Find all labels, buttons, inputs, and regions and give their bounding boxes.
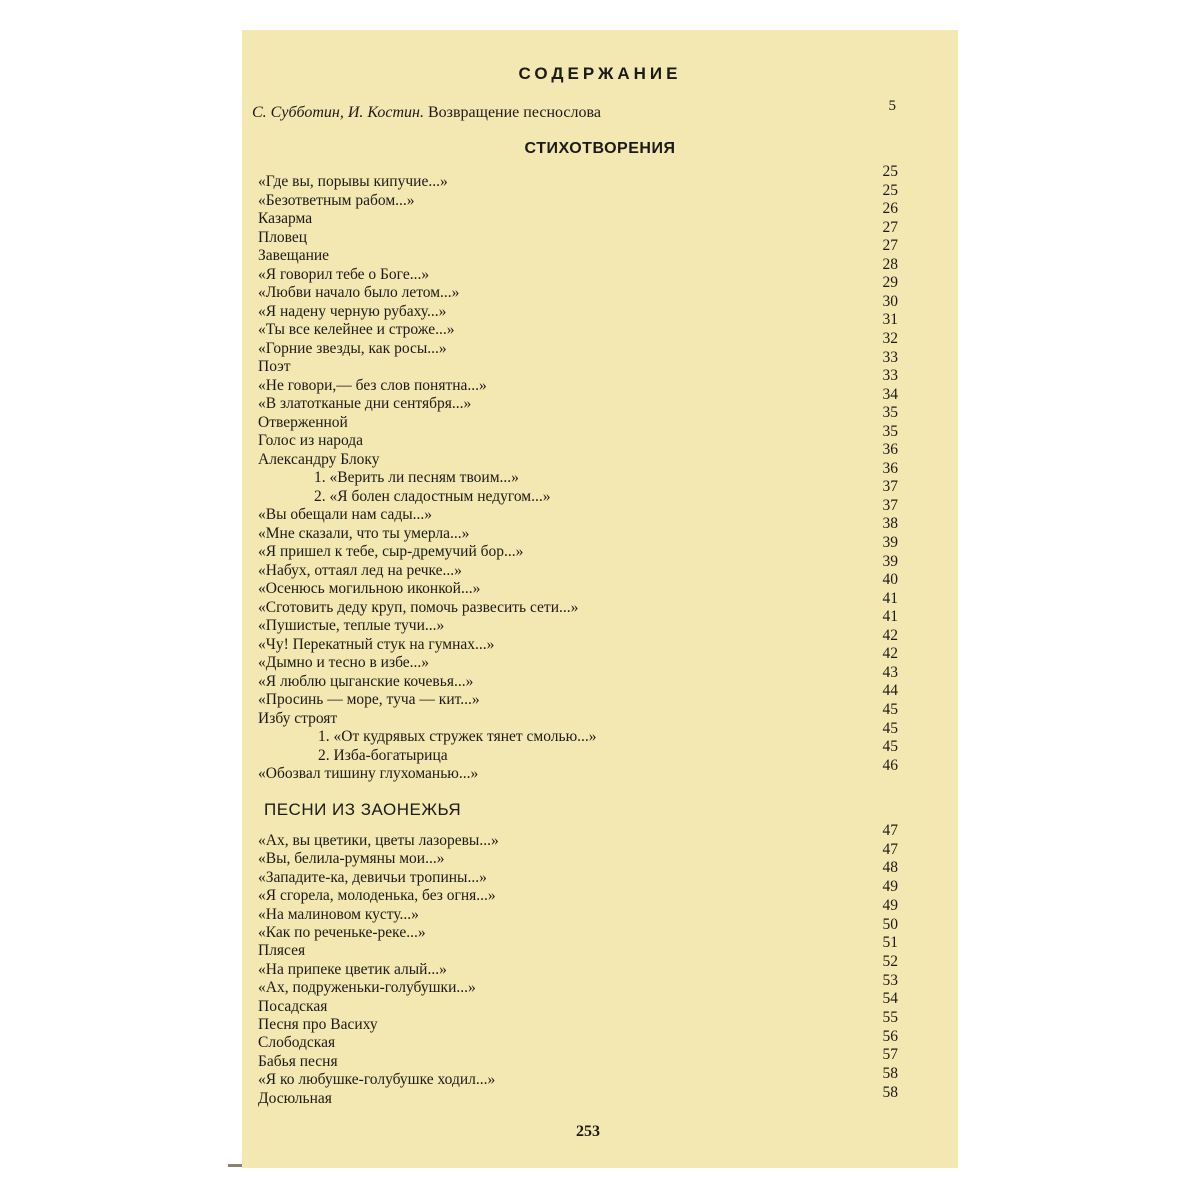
toc-entry: Казарма [258, 210, 313, 227]
toc-page-number: 57 [882, 1046, 898, 1064]
toc-entry: Отверженной [258, 413, 348, 431]
toc-entry: «Я надену черную рубаху...» [258, 302, 447, 320]
toc-entry: Плясея [258, 942, 306, 960]
toc-page-number: 58 [882, 1083, 898, 1101]
toc-page-number: 47 [882, 840, 898, 858]
toc-page-number: 39 [882, 552, 898, 570]
toc-entry: «Сготовить деду круп, помочь развесить сети...» [258, 598, 579, 616]
toc-entry: 1. «Верить ли песням твоим...» [314, 469, 519, 486]
toc-entry: «Ах, подруженьки-голубушки...» [258, 979, 476, 997]
toc-entry: «Мне сказали, что ты умерла...» [258, 524, 470, 542]
toc-entry: Пловец [258, 228, 308, 246]
toc-entry: «Западите-ка, девичьи тропины...» [258, 868, 487, 886]
page-edge-mark [228, 1164, 242, 1167]
toc-entry: Песня про Васиху [258, 1016, 378, 1033]
toc-page-number: 31 [882, 311, 898, 329]
toc-page-number: 35 [882, 404, 898, 422]
toc-entry: «Дымно и тесно в избе...» [258, 654, 430, 671]
intro-title: Возвращение песнослова [427, 104, 601, 121]
toc-entry: «Обозвал тишину глухоманью...» [258, 765, 479, 782]
toc-entry: Бабья песня [258, 1052, 338, 1070]
toc-entry: «Где вы, порывы кипучие...» [258, 173, 448, 190]
toc-page-number: 36 [882, 459, 898, 477]
toc-entry: «Осенюсь могильною иконкой...» [258, 580, 481, 597]
toc-page-number: 45 [882, 700, 898, 718]
toc-page-number: 41 [882, 608, 898, 626]
toc-entry: «На припеке цветик алый...» [258, 960, 447, 978]
toc-entry: «Я пришел к тебе, сыр-дремучий бор...» [258, 543, 524, 560]
toc-entry: «На малиновом кусту...» [258, 905, 419, 923]
toc-entry: Голос из народа [258, 432, 364, 449]
toc-entry: «Вы обещали нам сады...» [258, 506, 433, 523]
toc-page-number: 42 [882, 645, 898, 663]
toc-entry: «Я люблю цыганские кочевья...» [258, 672, 474, 690]
toc-entry: «Набух, оттаял лед на речке...» [258, 561, 462, 579]
toc-entry: Избу строят [258, 709, 338, 727]
toc-page-number: 26 [882, 200, 898, 218]
toc-page-number: 44 [882, 682, 898, 700]
toc-page-number: 33 [882, 367, 898, 385]
toc-page-number: 47 [882, 822, 898, 839]
toc-entry: «Не говори,— без слов понятна...» [258, 376, 487, 394]
toc-entry: 2. Изба-богатырица [318, 746, 448, 764]
toc-page-number: 50 [882, 915, 898, 933]
toc-page-number: 38 [882, 515, 898, 533]
toc-page-number: 34 [882, 385, 898, 403]
toc-page-number: 42 [882, 626, 898, 644]
intro-entry [252, 104, 601, 122]
toc-entry: «Вы, белила-румяны мои...» [258, 850, 445, 868]
toc-entry: Завещание [258, 247, 330, 264]
toc-entry: Александру Блоку [258, 450, 380, 468]
section-heading-poems: СТИХОТВОРЕНИЯ [524, 140, 676, 157]
toc-entry: «Чу! Перекатный стук на гумнах...» [258, 635, 495, 653]
page-number: 253 [576, 1123, 600, 1140]
toc-page-number: 52 [882, 952, 898, 970]
toc-entry: «Я ко любушке-голубушке ходил...» [258, 1071, 496, 1089]
toc-page-number: 25 [882, 181, 898, 199]
toc-page-number: 48 [882, 859, 898, 877]
toc-page-number: 35 [882, 422, 898, 440]
toc-entry: «Я говорил тебе о Боге...» [258, 265, 430, 283]
toc-page-number: 29 [882, 274, 898, 292]
toc-entry: «Просинь — море, туча — кит...» [258, 691, 480, 708]
toc-page-number: 58 [882, 1065, 898, 1083]
toc-page-number: 33 [882, 348, 898, 366]
toc-entry: «Ты все келейнее и строже...» [258, 321, 455, 338]
intro-authors: С. Субботин, И. Костин. [252, 104, 424, 121]
toc-page-number: 45 [882, 719, 898, 737]
toc-page-number: 41 [882, 589, 898, 607]
toc-page-number: 55 [882, 1009, 898, 1026]
toc-entry: «Ах, вы цветики, цветы лазоревы...» [258, 832, 499, 849]
toc-page-number: 46 [882, 756, 898, 774]
toc-entry: 2. «Я болен сладостным недугом...» [314, 487, 551, 505]
toc-page-number: 54 [882, 990, 898, 1008]
toc-page-number: 37 [882, 496, 898, 514]
toc-page-number: 28 [882, 255, 898, 273]
toc-page-number: 37 [882, 478, 898, 496]
toc-page-number: 40 [882, 571, 898, 589]
toc-page-number: 53 [882, 971, 898, 989]
toc-entry: Поэт [258, 358, 291, 375]
toc-page-number: 39 [882, 534, 898, 551]
toc-entry: «Как по реченьке-реке...» [258, 924, 426, 941]
toc-entry: «Безответным рабом...» [258, 191, 415, 209]
toc-page-number: 56 [882, 1027, 898, 1045]
toc-entry: Посадская [258, 997, 328, 1015]
toc-entry: «Пушистые, теплые тучи...» [258, 617, 445, 634]
intro-page-number: 5 [888, 98, 896, 114]
toc-page-number: 30 [882, 292, 898, 310]
toc-page-number: 25 [882, 163, 898, 180]
toc-page-number: 49 [882, 878, 898, 896]
toc-entry: Досюльная [258, 1089, 332, 1107]
toc-page-number: 32 [882, 329, 898, 347]
toc-page-number: 43 [882, 663, 898, 681]
toc-entry: «В златотканые дни сентября...» [258, 395, 472, 412]
toc-page-number: 27 [882, 218, 898, 236]
book-page [242, 30, 958, 1168]
toc-entry: «Горние звезды, как росы...» [258, 339, 447, 357]
toc-page-number: 45 [882, 738, 898, 756]
toc-page-number: 36 [882, 441, 898, 459]
toc-page-number: 51 [882, 934, 898, 952]
toc-page-number: 27 [882, 237, 898, 255]
toc-entry: «Любви начало было летом...» [258, 284, 460, 301]
toc-entry: Слободская [258, 1034, 336, 1052]
toc-page-number: 49 [882, 896, 898, 914]
toc-entry: 1. «От кудрявых стружек тянет смолью...» [318, 728, 597, 745]
section-heading-songs: ПЕСНИ ИЗ ЗАОНЕЖЬЯ [264, 800, 462, 819]
toc-entry: «Я сгорела, молоденька, без огня...» [258, 887, 496, 905]
contents-title: СОДЕРЖАНИЕ [518, 64, 682, 83]
